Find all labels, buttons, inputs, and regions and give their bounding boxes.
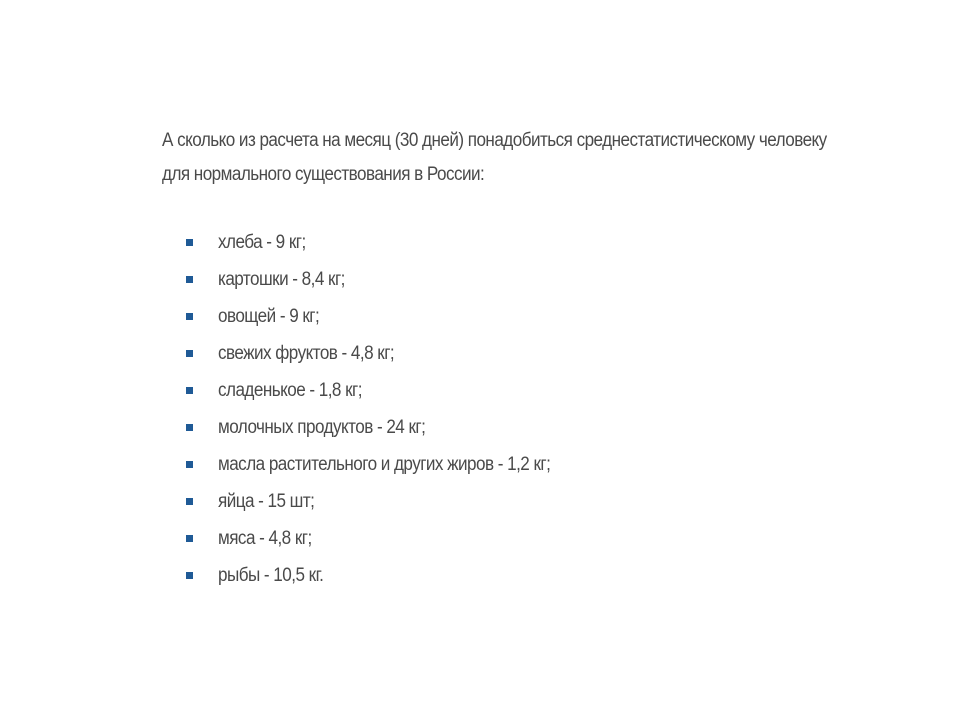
square-bullet-icon bbox=[186, 276, 193, 283]
document-body bbox=[162, 124, 882, 586]
intro-line-2: для нормального существования в России: bbox=[162, 164, 485, 185]
food-list bbox=[186, 224, 587, 594]
square-bullet-icon bbox=[186, 424, 193, 431]
intro-paragraph bbox=[162, 124, 827, 192]
list-item bbox=[186, 261, 587, 298]
square-bullet-icon bbox=[186, 498, 193, 505]
square-bullet-icon bbox=[186, 313, 193, 320]
square-bullet-icon bbox=[186, 350, 193, 357]
list-item bbox=[186, 372, 587, 409]
square-bullet-icon bbox=[186, 572, 193, 579]
list-item-text: свежих фруктов - 4,8 кг; bbox=[218, 342, 395, 364]
square-bullet-icon bbox=[186, 387, 193, 394]
list-item-text: рыбы - 10,5 кг. bbox=[218, 564, 324, 586]
square-bullet-icon bbox=[186, 535, 193, 542]
list-item bbox=[186, 335, 587, 372]
list-item bbox=[186, 446, 587, 483]
square-bullet-icon bbox=[186, 461, 193, 468]
square-bullet-icon bbox=[186, 239, 193, 246]
list-item bbox=[186, 409, 587, 446]
list-item bbox=[186, 520, 587, 557]
list-item-text: сладенькое - 1,8 кг; bbox=[218, 379, 362, 401]
list-item-text: масла растительного и других жиров - 1,2 кг; bbox=[218, 453, 551, 475]
list-item-text: мяса - 4,8 кг; bbox=[218, 527, 312, 549]
list-item bbox=[186, 557, 587, 594]
list-item bbox=[186, 483, 587, 520]
intro-line-1: А сколько из расчета на месяц (30 дней) понадобиться среднестатистическому человеку bbox=[162, 130, 827, 151]
list-item bbox=[186, 224, 587, 261]
list-item-text: картошки - 8,4 кг; bbox=[218, 268, 345, 290]
list-item-text: хлеба - 9 кг; bbox=[218, 231, 306, 253]
list-item bbox=[186, 298, 587, 335]
list-item-text: яйца - 15 шт; bbox=[218, 490, 315, 512]
list-item-text: овощей - 9 кг; bbox=[218, 305, 320, 327]
list-item-text: молочных продуктов - 24 кг; bbox=[218, 416, 426, 438]
